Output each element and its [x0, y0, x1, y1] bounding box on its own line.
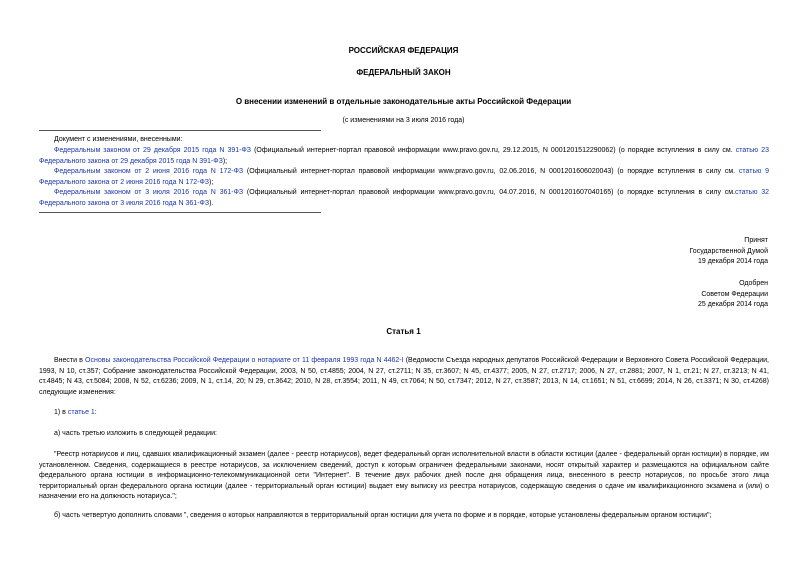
approved-block	[698, 279, 768, 311]
p1-pre: Внести в	[54, 357, 86, 364]
doc-type-heading: ФЕДЕРАЛЬНЫЙ ЗАКОН	[356, 68, 451, 77]
article-paragraph-2	[39, 408, 769, 419]
article-1-link[interactable]: статье 1	[67, 409, 95, 416]
change-item-3-text: (Официальный интернет-портал правовой информации www.pravo.gov.ru, 04.07.2016, N 0001201607040165) (о порядке вступления в силу см.	[243, 189, 735, 196]
p5-pre: б) часть четвертую дополнить словами "	[54, 512, 187, 519]
p5-post: , сведения о которых направляются в территориальный орган юстиции для учета по форме и в порядке, которые установлены федеральным органом юстиции";	[186, 512, 712, 519]
article-paragraph-5	[39, 511, 769, 522]
article-paragraph-3	[39, 429, 769, 440]
change-item-2-tail: );	[209, 178, 214, 186]
article-paragraph-4	[39, 450, 769, 503]
article-paragraph-1	[39, 356, 769, 398]
law-title: О внесении изменений в отдельные законодательные акты Российской Федерации	[235, 97, 572, 106]
article-heading: Статья 1	[386, 327, 421, 336]
approved-line-1: Одобрен	[739, 280, 768, 287]
entry-into-force-link-1[interactable]: статью 23 Федерального закона от 29 декабря 2015 года N 391-ФЗ	[39, 147, 769, 165]
changes-intro: Документ с изменениями, внесенными:	[54, 136, 183, 143]
approved-line-2: Советом Федерации	[701, 290, 768, 298]
notary-law-link[interactable]: Основы законодательства Российской Федерации о нотариате от 11 февраля 1993 года N 4462-I	[85, 357, 404, 364]
p4-text: "Реестр нотариусов и лиц, сдавших квалификационный экзамен (далее - реестр нотариусов), ведет федеральный орган исполнительной власти в области юстиции (далее - федеральный орган юстиции) в порядке, им установленном. Сведения, содержащиеся в реестре нотариусов, за исключением сведений, доступ к которым ограничен федеральными законами, носят открытый характер и размещаются на официальном сайте федерального органа юстиции в информационно-телекоммуникационной сети "Интернет". В течение двух рабочих дней после дня обращения лица, внесенного в реестр нотариусов, по просьбе этого лица территориальный орган федерального органа юстиции (далее - территориальный орган юстиции) выдает ему выписку из реестра нотариусов, содержащую сведения о сдаче им квалификационного экзамена и (или) о назначении его на должность нотариуса.";	[39, 451, 769, 500]
p3-text: а) часть третью изложить в следующей редакции:	[54, 430, 217, 437]
adopted-line-3: 19 декабря 2014 года	[697, 258, 768, 265]
change-item-3-tail: ).	[209, 199, 214, 207]
change-item-2-text: (Официальный интернет-портал правовой информации www.pravo.gov.ru, 02.06.2016, N 0001201606020043) (о порядке вступления в силу см.	[243, 168, 739, 175]
change-item-1-tail: );	[222, 157, 228, 165]
change-item-1	[39, 146, 769, 167]
country-heading: РОССИЙСКАЯ ФЕДЕРАЦИЯ	[348, 46, 459, 55]
adopted-line-2: Государственной Думой	[689, 247, 768, 255]
entry-into-force-link-3[interactable]: статью 32 Федерального закона от 3 июля 2016 года N 361-ФЗ	[39, 189, 770, 207]
amending-law-link-3[interactable]: Федеральным законом от 3 июля 2016 года N 361-ФЗ	[54, 189, 244, 196]
p1-post: (Ведомости Съезда народных депутатов Российской Федерации и Верховного Совета Российской Федерации, 1993, N 10, ст.357; Собрание законодательства Российской Федерации, 2003, N 50, ст.4855; 2004, N 27, ст.2711; N 35, ст.3607; N 45, ст.4377; 2005, N 27, ст.2717; 2006, N 27, ст.2881; 2007, N 1, ст.21; N 27, ст.3213; N 41, ст.4845; N 43, ст.5084; 2008, N 52, ст.6236; 2009, N 1, ст.14, 20; N 29, ст.3642; 2010, N 28, ст.3554; 2011, N 49, ст.7064; N 50, ст.7347; 2012, N 27, ст.3587; 2013, N 14, ст.1651; N 51, ст.6699; 2014, N 26, ст.3371; N 30, ст.4268) следующие изменения:	[39, 357, 769, 396]
entry-into-force-link-2[interactable]: статью 9 Федерального закона от 2 июня 2016 года N 172-ФЗ	[39, 168, 770, 186]
top-divider	[39, 130, 321, 131]
adopted-block	[689, 236, 768, 268]
change-item-2	[39, 167, 769, 188]
amending-law-link-1[interactable]: Федеральным законом от 29 декабря 2015 года N 391-ФЗ	[54, 147, 252, 154]
p2-pre: 1) в	[54, 409, 68, 416]
adopted-line-1: Принят	[744, 237, 768, 244]
change-item-3	[39, 188, 769, 209]
amending-law-link-2[interactable]: Федеральным законом от 2 июня 2016 года N 172-ФЗ	[54, 168, 244, 175]
bottom-divider	[39, 212, 321, 213]
approved-line-3: 25 декабря 2014 года	[697, 301, 768, 308]
change-item-1-text: (Официальный интернет-портал правовой информации www.pravo.gov.ru, 29.12.2015, N 0001201512290062) (о порядке вступления в силу см.	[251, 147, 736, 154]
p2-post: :	[94, 409, 97, 416]
amendment-note: (с изменениями на 3 июля 2016 года)	[342, 117, 465, 124]
